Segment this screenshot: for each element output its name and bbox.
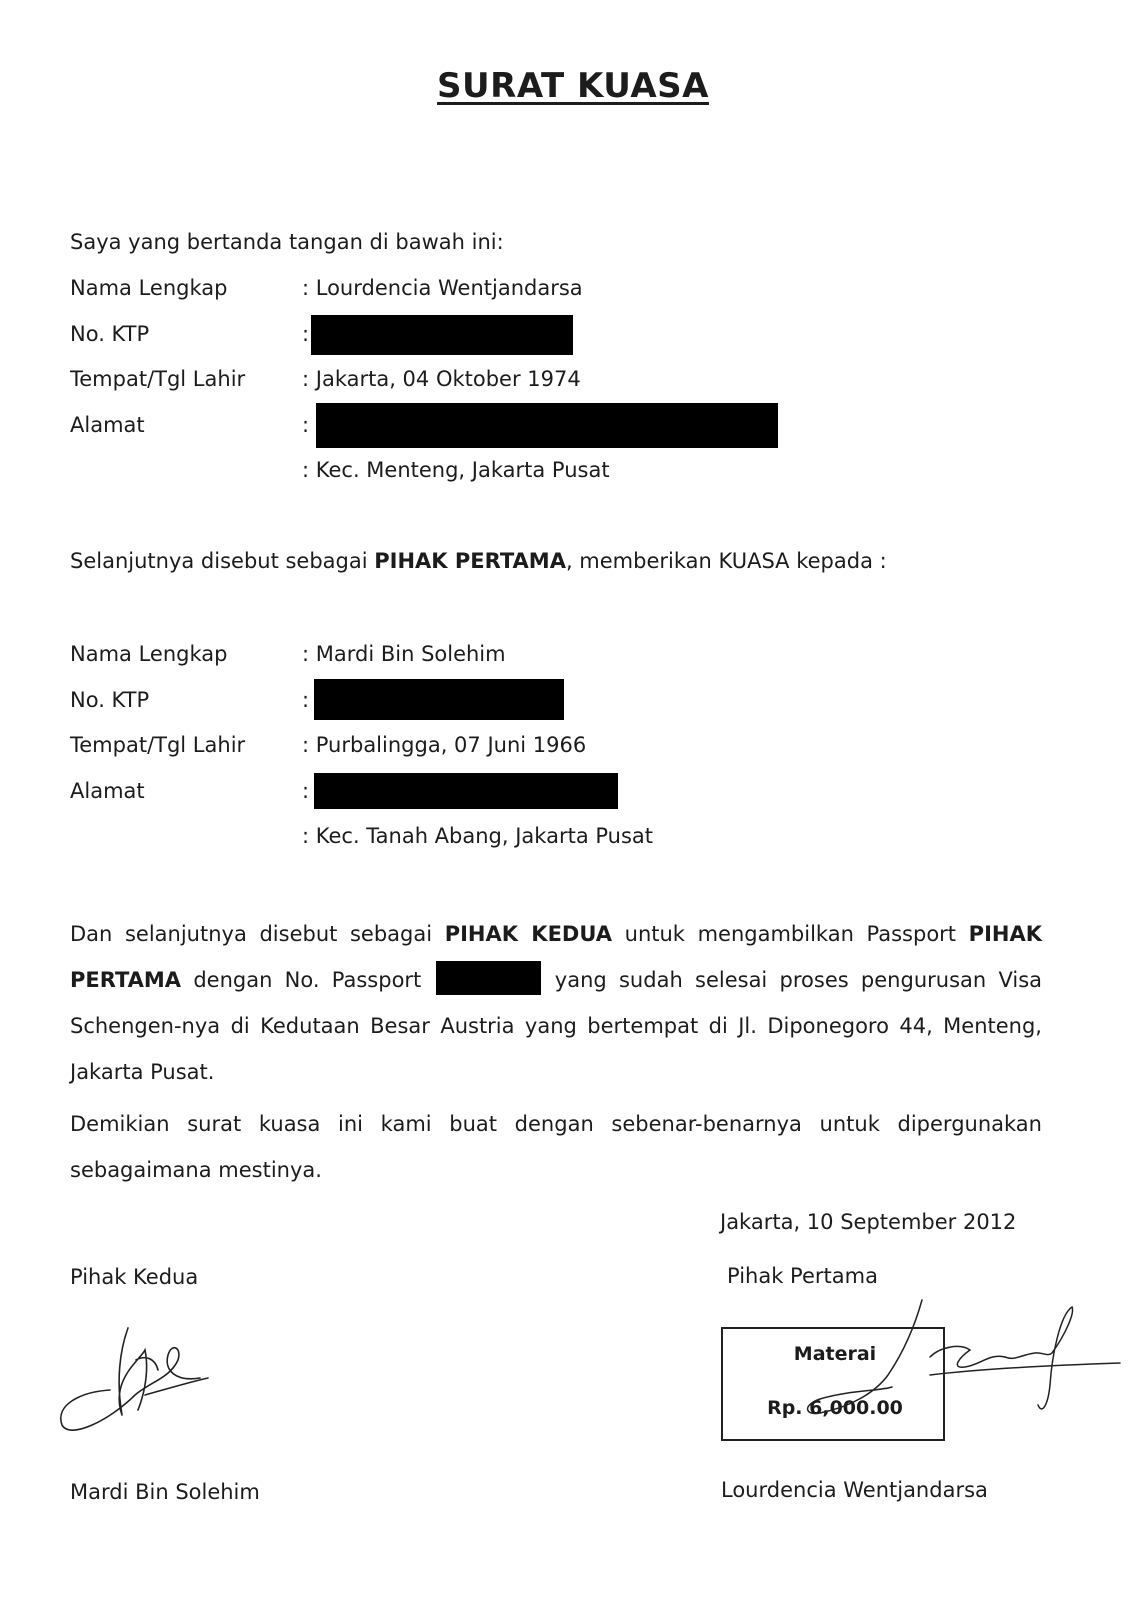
p1-part-b: PIHAK KEDUA bbox=[444, 922, 612, 946]
left-signature bbox=[50, 1320, 220, 1440]
first-party-name-label: Nama Lengkap bbox=[70, 276, 228, 300]
first-party-name-value: : Lourdencia Wentjandarsa bbox=[302, 276, 583, 300]
body-paragraph-1 bbox=[70, 911, 1042, 1095]
second-party-birth-value: : Purbalingga, 07 Juni 1966 bbox=[302, 733, 587, 757]
first-party-address-label: Alamat bbox=[70, 413, 145, 437]
place-date: Jakarta, 10 September 2012 bbox=[720, 1210, 1017, 1234]
materai-label: Materai bbox=[793, 1343, 877, 1365]
second-party-name-value: : Mardi Bin Solehim bbox=[302, 642, 506, 666]
transition-suffix: , memberikan KUASA kepada : bbox=[565, 549, 887, 573]
first-party-address-colon: : bbox=[302, 413, 310, 437]
second-party-ktp-colon: : bbox=[302, 688, 310, 712]
right-role-label: Pihak Pertama bbox=[727, 1264, 878, 1288]
left-signer-name: Mardi Bin Solehim bbox=[70, 1480, 260, 1504]
first-party-address-line2: : Kec. Menteng, Jakarta Pusat bbox=[302, 458, 610, 482]
second-party-ktp-redaction bbox=[314, 679, 564, 720]
first-party-birth-value: : Jakarta, 04 Oktober 1974 bbox=[302, 367, 581, 391]
body-paragraph-2: Demikian surat kuasa ini kami buat dengan sebenar-benarnya untuk dipergunakan sebagaimana mestinya. bbox=[70, 1112, 1042, 1182]
second-party-address-line2: : Kec. Tanah Abang, Jakarta Pusat bbox=[302, 824, 654, 848]
p1-part-a: Dan selanjutnya disebut sebagai bbox=[70, 922, 445, 946]
second-party-birth-label: Tempat/Tgl Lahir bbox=[70, 733, 246, 757]
transition-bold: PIHAK PERTAMA bbox=[374, 549, 566, 573]
second-party-name-label: Nama Lengkap bbox=[70, 642, 228, 666]
second-party-address-colon: : bbox=[302, 779, 310, 803]
first-party-address-redaction bbox=[316, 403, 778, 448]
intro-text: Saya yang bertanda tangan di bawah ini: bbox=[70, 230, 504, 254]
first-party-ktp-colon: : bbox=[302, 322, 310, 346]
passport-redaction bbox=[436, 961, 541, 995]
transition-line bbox=[70, 548, 887, 574]
right-signature bbox=[780, 1295, 1130, 1435]
transition-prefix: Selanjutnya disebut sebagai bbox=[70, 549, 375, 573]
p1-part-d: PIHAK PERTAMA bbox=[70, 922, 1042, 992]
first-party-birth-label: Tempat/Tgl Lahir bbox=[70, 367, 246, 391]
first-party-ktp-label: No. KTP bbox=[70, 322, 150, 346]
p1-part-e: dengan No. Passport bbox=[181, 968, 434, 992]
document-title: SURAT KUASA bbox=[437, 66, 709, 106]
first-party-ktp-redaction bbox=[311, 315, 573, 355]
right-signer-name: Lourdencia Wentjandarsa bbox=[721, 1478, 988, 1502]
p1-part-c: untuk mengambilkan Passport bbox=[612, 922, 969, 946]
second-party-ktp-label: No. KTP bbox=[70, 688, 150, 712]
second-party-address-label: Alamat bbox=[70, 779, 145, 803]
p1-part-f: yang sudah selesai proses pengurusan Visa Schengen-nya di Kedutaan Besar Austria yang bertempat di Jl. Diponegoro 44, Menteng, Jakarta Pusat. bbox=[70, 968, 1043, 1084]
left-role-label: Pihak Kedua bbox=[70, 1265, 199, 1289]
second-party-address-redaction bbox=[314, 773, 618, 809]
materai-amount: Rp. 6,000.00 bbox=[767, 1397, 903, 1419]
